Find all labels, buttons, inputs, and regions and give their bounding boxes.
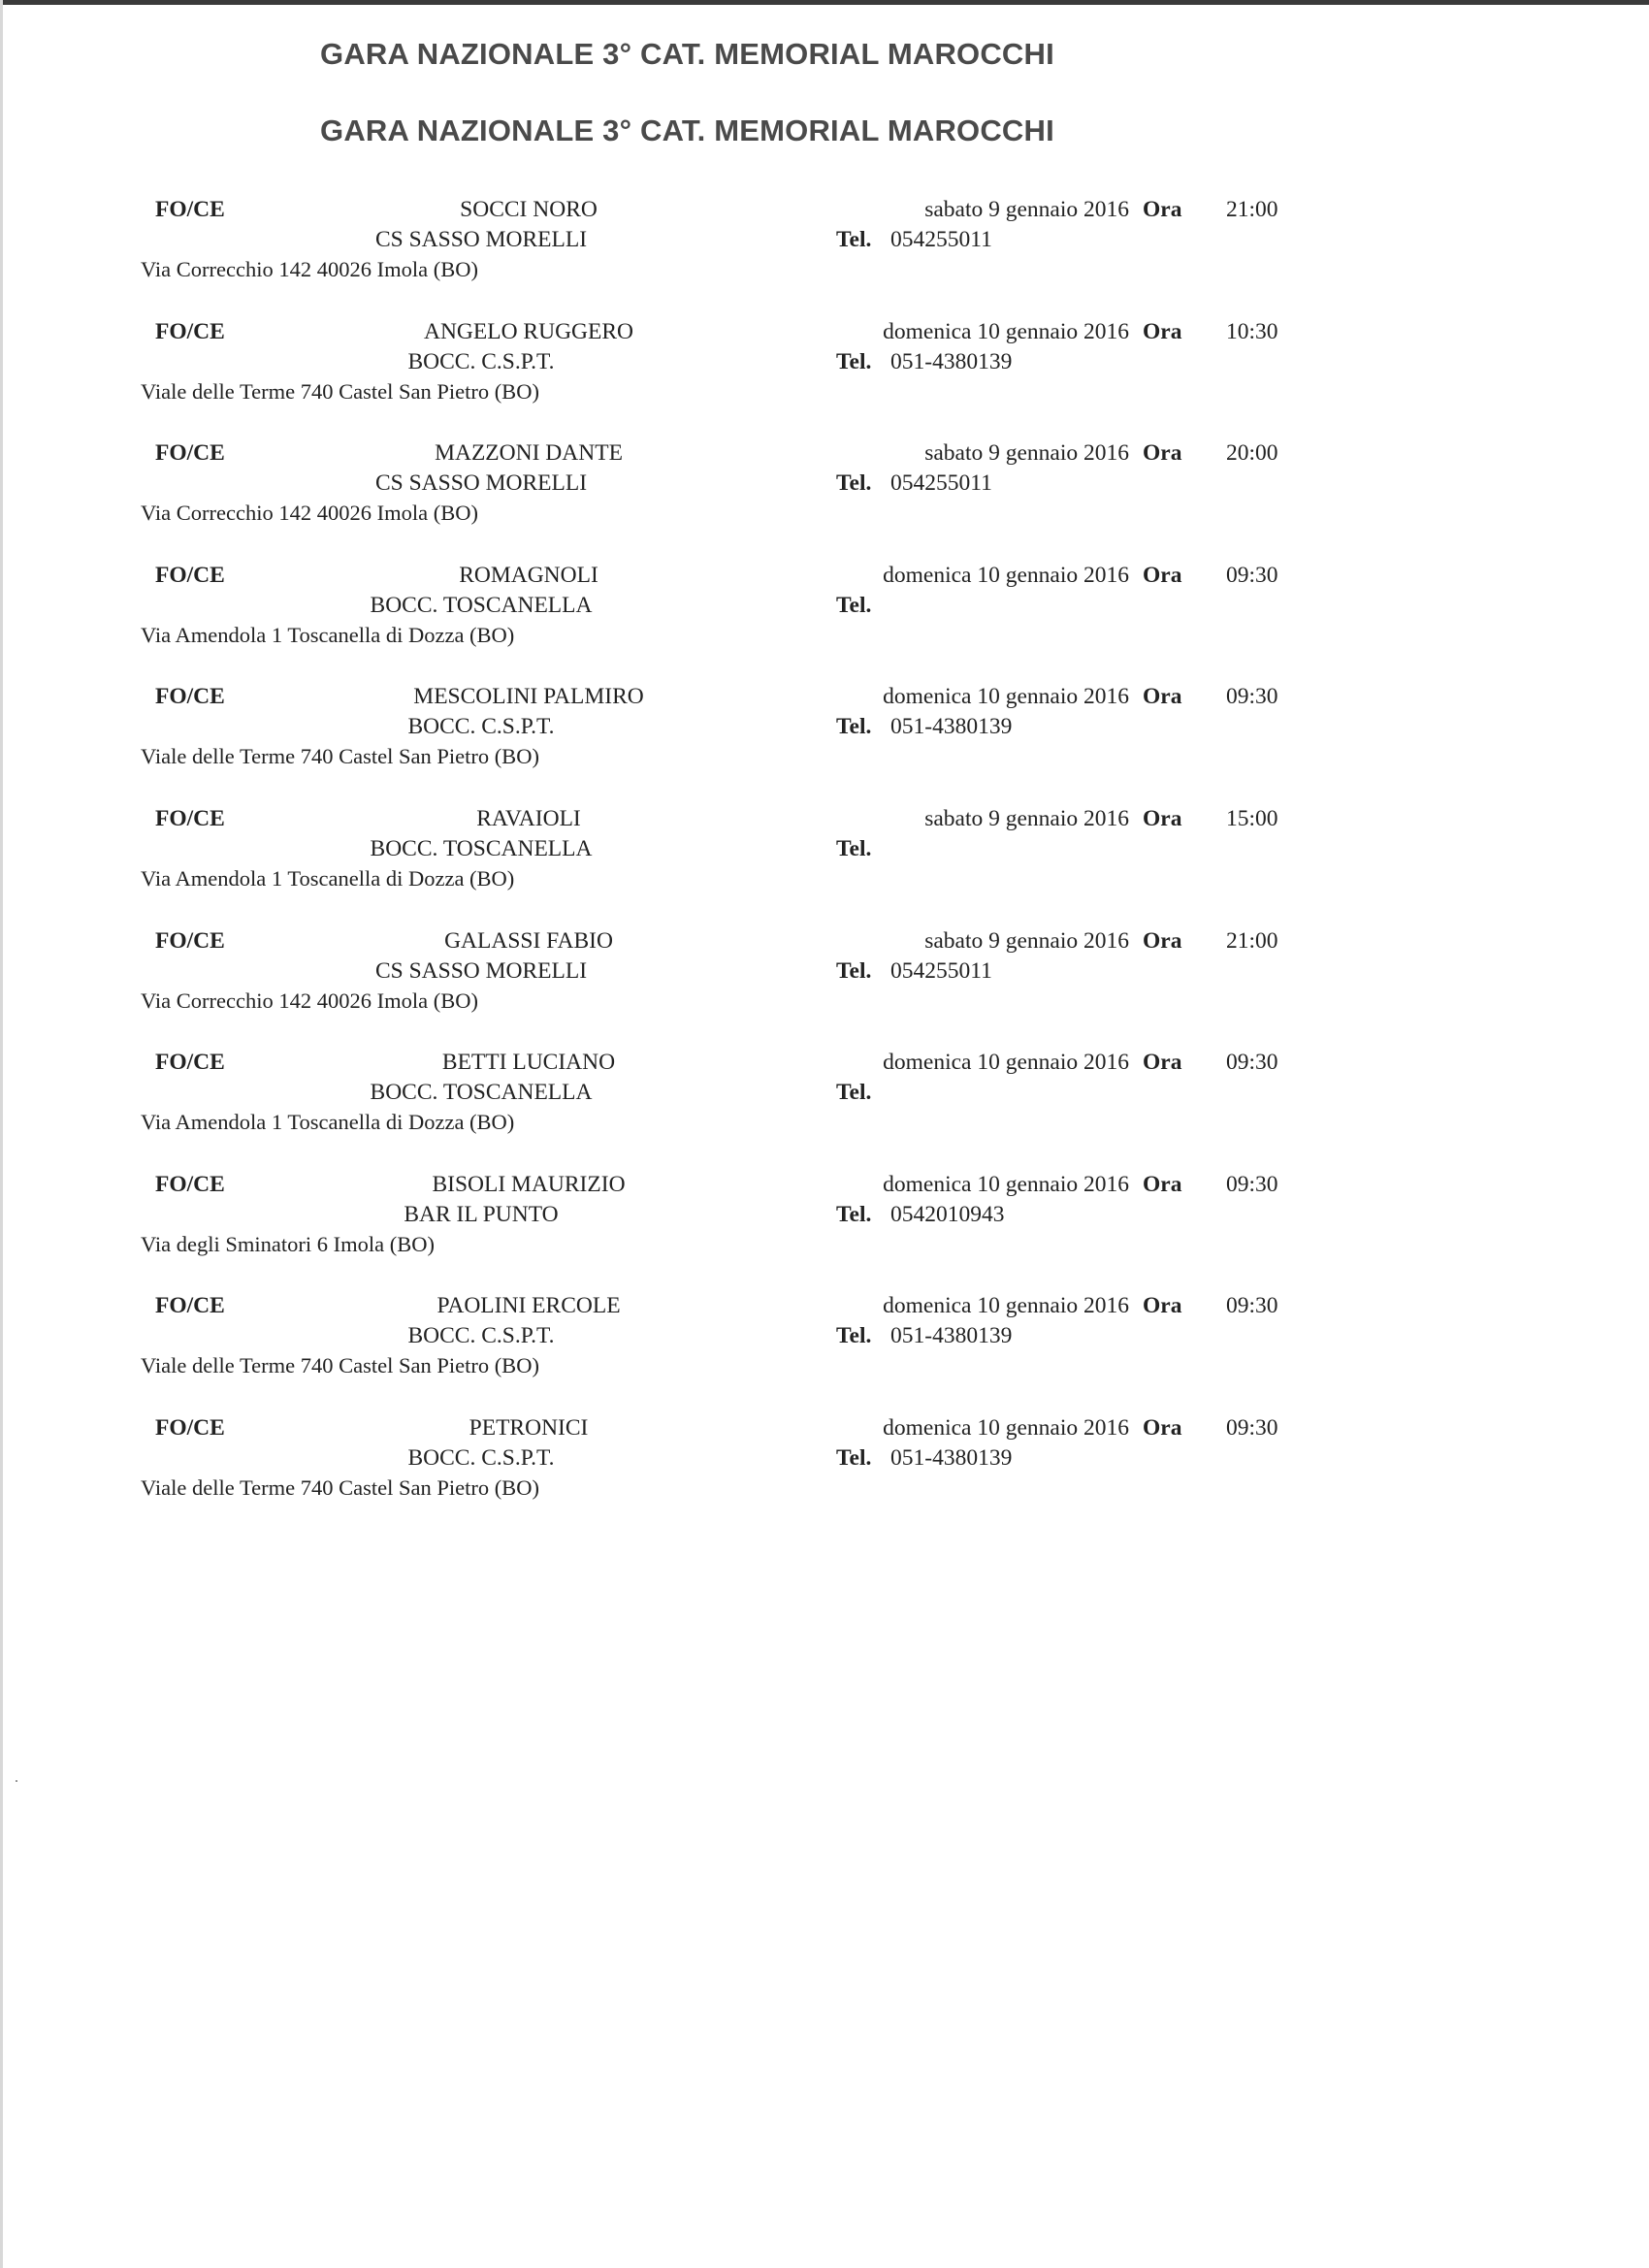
player-name-text: PETRONICI	[469, 1414, 589, 1441]
club-name-text: CS SASSO MORELLI	[374, 470, 588, 497]
venue-address: Viale delle Terme 740 Castel San Pietro (BO)	[141, 1353, 539, 1378]
time-label: Ora	[1143, 1293, 1182, 1319]
province-code: FO/CE	[155, 927, 225, 954]
match-entry	[0, 316, 1649, 438]
club-name-text: CS SASSO MORELLI	[374, 957, 588, 984]
venue-address: Via Correcchio 142 40026 Imola (BO)	[141, 501, 478, 526]
match-date: domenica 10 gennaio 2016	[883, 1171, 1129, 1197]
match-time: 09:30	[1226, 1050, 1278, 1076]
phone-label: Tel.	[836, 470, 872, 497]
phone-number: 051-4380139	[890, 1323, 1013, 1349]
time-label: Ora	[1143, 318, 1182, 344]
venue-address: Via Correcchio 142 40026 Imola (BO)	[141, 988, 478, 1013]
phone-label: Tel.	[836, 957, 872, 984]
province-code: FO/CE	[155, 318, 225, 344]
province-code: FO/CE	[155, 1171, 225, 1197]
match-time: 15:00	[1226, 805, 1278, 831]
match-date: domenica 10 gennaio 2016	[883, 1414, 1129, 1441]
match-entry	[0, 1169, 1649, 1291]
phone-number: 054255011	[890, 470, 992, 497]
match-date: sabato 9 gennaio 2016	[924, 197, 1129, 222]
match-time: 09:30	[1226, 1171, 1278, 1197]
time-label: Ora	[1143, 927, 1182, 954]
phone-number: 051-4380139	[890, 1444, 1013, 1471]
venue-address: Via degli Sminatori 6 Imola (BO)	[141, 1231, 435, 1256]
phone-number: 054255011	[890, 227, 992, 252]
match-entry	[0, 803, 1649, 925]
scan-speck	[16, 1780, 17, 1782]
match-date: sabato 9 gennaio 2016	[924, 440, 1129, 467]
match-date: domenica 10 gennaio 2016	[883, 684, 1129, 710]
phone-number: 0542010943	[890, 1201, 1005, 1227]
club-name-text: BOCC. C.S.P.T.	[407, 348, 555, 374]
province-code: FO/CE	[155, 562, 225, 588]
match-time: 21:00	[1226, 197, 1278, 222]
match-entry	[0, 681, 1649, 803]
match-time: 09:30	[1226, 562, 1278, 588]
match-time: 09:30	[1226, 1293, 1278, 1319]
match-entry	[0, 1047, 1649, 1169]
match-entry	[0, 194, 1649, 316]
venue-address: Viale delle Terme 740 Castel San Pietro (BO)	[141, 1474, 539, 1500]
phone-label: Tel.	[836, 835, 872, 861]
player-name-text: RAVAIOLI	[476, 805, 581, 831]
phone-number: 054255011	[890, 957, 992, 984]
time-label: Ora	[1143, 197, 1182, 222]
match-date: domenica 10 gennaio 2016	[883, 318, 1129, 344]
phone-label: Tel.	[836, 714, 872, 740]
club-name-text: BOCC. TOSCANELLA	[370, 592, 593, 618]
time-label: Ora	[1143, 805, 1182, 831]
phone-label: Tel.	[836, 1323, 872, 1349]
time-label: Ora	[1143, 562, 1182, 588]
match-time: 21:00	[1226, 927, 1278, 954]
player-name-text: ANGELO RUGGERO	[423, 318, 634, 344]
venue-address: Via Correcchio 142 40026 Imola (BO)	[141, 257, 478, 281]
page-title: GARA NAZIONALE 3° CAT. MEMORIAL MAROCCHI	[320, 37, 1054, 71]
player-name-text: BETTI LUCIANO	[441, 1050, 616, 1076]
phone-label: Tel.	[836, 1201, 872, 1227]
player-name-text: ROMAGNOLI	[459, 562, 598, 588]
venue-address: Via Amendola 1 Toscanella di Dozza (BO)	[141, 1110, 515, 1135]
match-entry	[0, 1412, 1649, 1535]
phone-number: 051-4380139	[890, 348, 1013, 374]
match-time: 10:30	[1226, 318, 1278, 344]
scan-top-edge	[0, 0, 1649, 5]
time-label: Ora	[1143, 684, 1182, 710]
province-code: FO/CE	[155, 1414, 225, 1441]
province-code: FO/CE	[155, 1293, 225, 1319]
club-name-text: BOCC. TOSCANELLA	[370, 835, 593, 861]
province-code: FO/CE	[155, 684, 225, 710]
match-entry	[0, 560, 1649, 682]
phone-label: Tel.	[836, 1444, 872, 1471]
phone-label: Tel.	[836, 227, 872, 252]
venue-address: Viale delle Terme 740 Castel San Pietro (BO)	[141, 744, 539, 769]
match-time: 09:30	[1226, 1414, 1278, 1441]
club-name-text: BOCC. TOSCANELLA	[370, 1080, 593, 1106]
time-label: Ora	[1143, 440, 1182, 467]
venue-address: Via Amendola 1 Toscanella di Dozza (BO)	[141, 865, 515, 891]
player-name-text: MESCOLINI PALMIRO	[413, 684, 644, 710]
match-date: domenica 10 gennaio 2016	[883, 562, 1129, 588]
province-code: FO/CE	[155, 440, 225, 467]
venue-address: Via Amendola 1 Toscanella di Dozza (BO)	[141, 622, 515, 647]
club-name-text: BOCC. C.S.P.T.	[407, 1323, 555, 1349]
player-name-text: GALASSI FABIO	[444, 927, 613, 954]
match-entry	[0, 437, 1649, 560]
time-label: Ora	[1143, 1171, 1182, 1197]
venue-address: Viale delle Terme 740 Castel San Pietro (BO)	[141, 378, 539, 404]
province-code: FO/CE	[155, 197, 225, 222]
match-date: domenica 10 gennaio 2016	[883, 1293, 1129, 1319]
phone-number: 051-4380139	[890, 714, 1013, 740]
club-name-text: CS SASSO MORELLI	[374, 227, 588, 252]
phone-label: Tel.	[836, 592, 872, 618]
player-name-text: MAZZONI DANTE	[435, 440, 623, 467]
club-name-text: BOCC. C.S.P.T.	[407, 714, 555, 740]
player-name-text: BISOLI MAURIZIO	[432, 1171, 626, 1197]
player-name-text: SOCCI NORO	[460, 197, 598, 222]
match-date: sabato 9 gennaio 2016	[924, 927, 1129, 954]
match-date: domenica 10 gennaio 2016	[883, 1050, 1129, 1076]
time-label: Ora	[1143, 1050, 1182, 1076]
phone-label: Tel.	[836, 1080, 872, 1106]
match-entry	[0, 925, 1649, 1048]
match-date: sabato 9 gennaio 2016	[924, 805, 1129, 831]
match-list	[0, 194, 1649, 1535]
page-subtitle: GARA NAZIONALE 3° CAT. MEMORIAL MAROCCHI	[320, 113, 1054, 147]
match-time: 09:30	[1226, 684, 1278, 710]
province-code: FO/CE	[155, 1050, 225, 1076]
phone-label: Tel.	[836, 348, 872, 374]
club-name-text: BOCC. C.S.P.T.	[407, 1444, 555, 1471]
match-time: 20:00	[1226, 440, 1278, 467]
province-code: FO/CE	[155, 805, 225, 831]
club-name-text: BAR IL PUNTO	[404, 1201, 559, 1227]
player-name-text: PAOLINI ERCOLE	[436, 1293, 621, 1319]
match-entry	[0, 1290, 1649, 1412]
time-label: Ora	[1143, 1414, 1182, 1441]
